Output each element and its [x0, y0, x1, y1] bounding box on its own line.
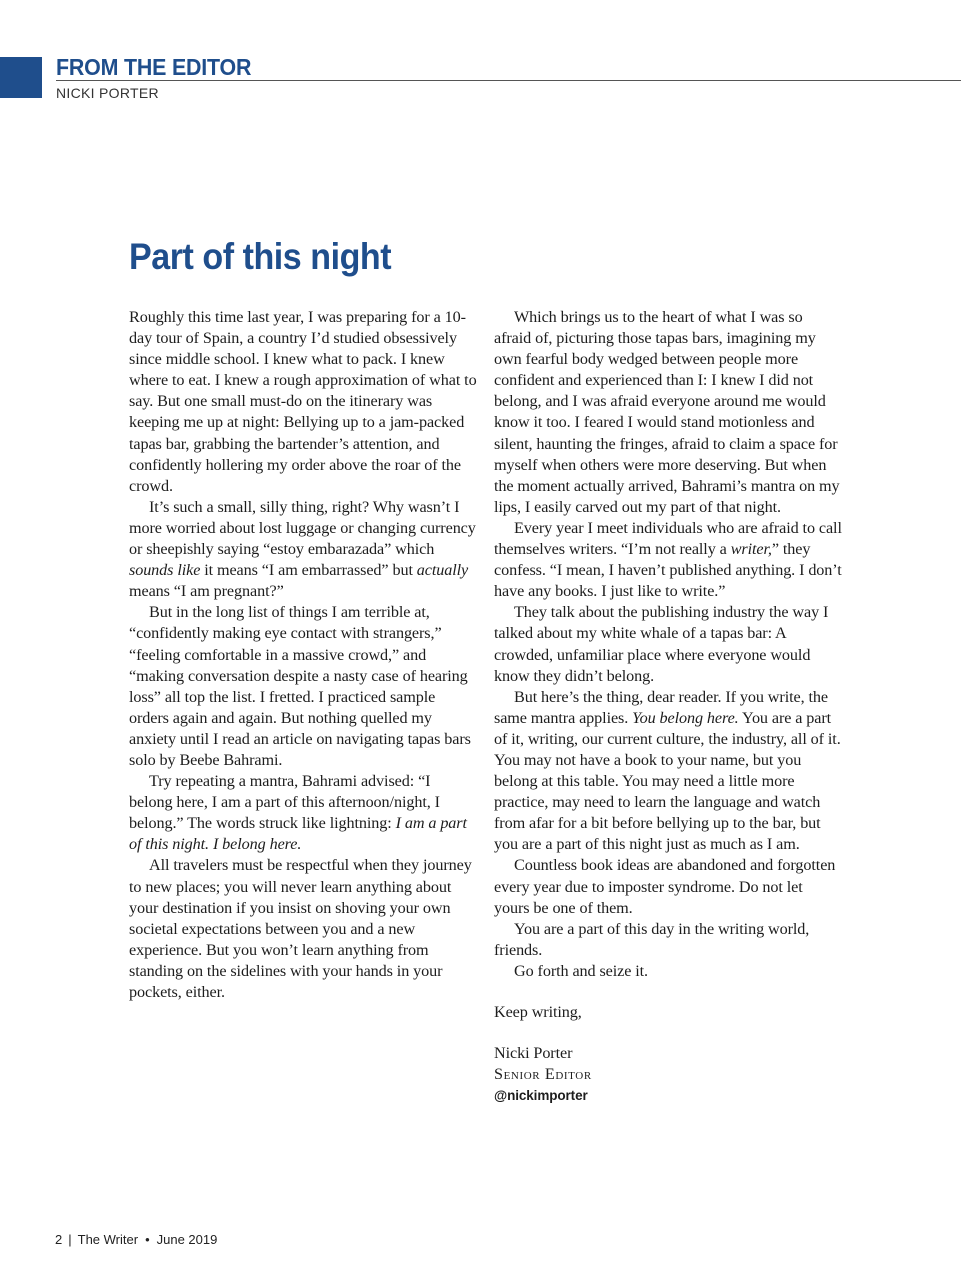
- footer-separator: |: [68, 1232, 72, 1247]
- section-color-tab: [0, 57, 42, 98]
- paragraph: They talk about the publishing industry the way I talked about my white whale of a tapas bar: A crowded, unfamiliar place where everyone would know they didn’t belong.: [494, 603, 829, 685]
- paragraph: It’s such a small, silly thing, right? Why wasn’t I more worried about lost luggage or changing currency or sheepishly saying “estoy embarazada” which sounds like it means “I am embarrassed” but actually means “I am pregnant?”: [129, 497, 476, 601]
- issue-date: June 2019: [156, 1232, 218, 1247]
- page-number: 2: [55, 1232, 63, 1247]
- signature-name: Nicki Porter: [494, 1044, 573, 1063]
- paragraph: Every year I meet individuals who are afraid to call themselves writers. “I’m not really a writer,” they confess. “I mean, I haven’t published anything. I don’t have any books. I just like to write.”: [494, 518, 842, 601]
- paragraph: Roughly this time last year, I was preparing for a 10-day tour of Spain, a country I’d studied obsessively since middle school. I knew what to pack. I knew where to eat. I knew a rough approximation of what to say. But one small must-do on the itinerary was keeping me up at night: Bellying up to a jam-packed tapas bar, grabbing the bartender’s attention, and confidently hollering my order above the roar of the crowd.: [129, 308, 477, 495]
- article-title: Part of this night: [129, 236, 392, 277]
- signature-block: [494, 1043, 842, 1107]
- paragraph: You are a part of this day in the writing world, friends.: [494, 919, 810, 959]
- section-label: FROM THE EDITOR: [56, 54, 252, 80]
- bullet-icon: •: [145, 1232, 150, 1247]
- paragraph: Which brings us to the heart of what I was so afraid of, picturing those tapas bars, imagining my own fearful body wedged between people more confident and experienced than I: I knew I did not belong, and I was afraid everyone around me would know it too. I feared I would stand motionless and silent, haunting the fringes, afraid to claim a space for myself when others were more deserving. But when the moment actually arrived, Bahrami’s mantra on my lips, I easily carved out my part of that night.: [494, 308, 840, 516]
- signature-title: Senior Editor: [494, 1065, 592, 1084]
- paragraph: But here’s the thing, dear reader. If you write, the same mantra applies. You belong here. You are a part of it, writing, our current culture, the industry, all of it. You may not have a book to your name, but you belong at this table. You may need a little more practice, may need to learn the language and watch from afar for a bit before bellying up to the bar, but you are a part of this night just as much as I am.: [494, 687, 841, 854]
- page-footer: [55, 1232, 217, 1247]
- author-label: NICKI PORTER: [56, 85, 159, 101]
- paragraph: Go forth and seize it.: [514, 961, 649, 980]
- header-divider: [56, 80, 961, 81]
- article-column-left: [129, 307, 477, 1003]
- paragraph: But in the long list of things I am terrible at, “confidently making eye contact with strangers,” “feeling comfortable in a massive crowd,” and “making conversation despite a nasty case of hearing loss” all top the list. I fretted. I practiced sample orders again and again. But nothing quelled my anxiety until I read an article on navigating tapas bars solo by Beebe Bahrami.: [129, 603, 471, 769]
- magazine-name: The Writer: [77, 1232, 139, 1247]
- article-column-right: [494, 307, 842, 1107]
- paragraph: Try repeating a mantra, Bahrami advised: “I belong here, I am a part of this afternoon/night, I belong.” The words struck like lightning: I am a part of this night. I belong here.: [129, 772, 467, 854]
- closing-line: Keep writing,: [494, 1003, 582, 1021]
- paragraph: All travelers must be respectful when they journey to new places; you will never learn anything about your destination if you insist on shoving your own societal expectations between you and a new experience. But you won’t learn anything from standing on the sidelines with your hands in your pockets, either.: [129, 856, 472, 1001]
- paragraph: Countless book ideas are abandoned and forgotten every year due to imposter syndrome. Do not let yours be one of them.: [494, 856, 836, 917]
- social-handle: @nickimporter: [494, 1088, 588, 1104]
